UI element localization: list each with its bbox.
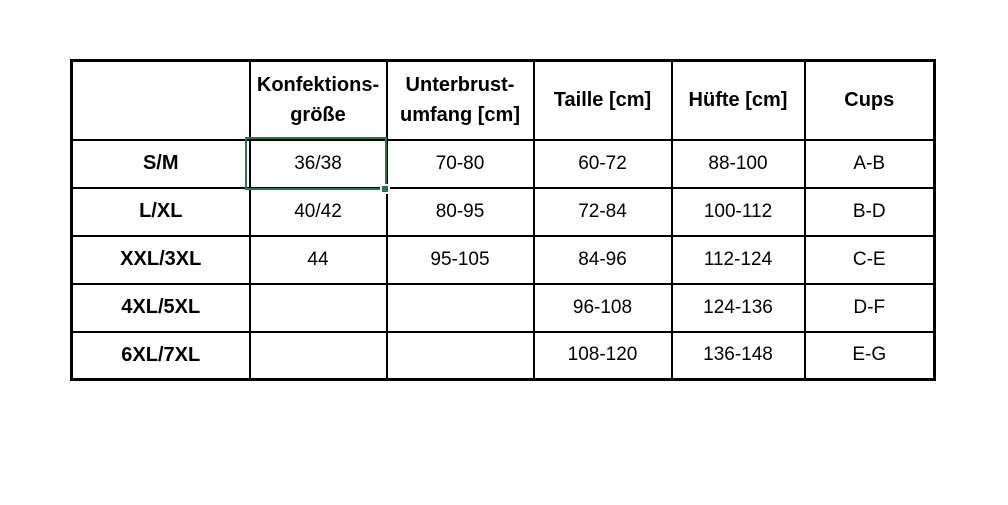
header-cell-blank[interactable]	[72, 61, 250, 140]
header-row	[72, 61, 935, 140]
size-chart-table	[70, 59, 936, 381]
cell-xxl-3xl-unterbrust[interactable]: 95-105	[387, 236, 534, 284]
cell-s-m-konfektionsgroesse[interactable]: 36/38	[250, 140, 387, 188]
row-label-l-xl[interactable]: L/XL	[72, 188, 250, 236]
cell-6xl-7xl-konfektionsgroesse[interactable]	[250, 332, 387, 380]
header-cell-cups[interactable]	[805, 61, 935, 140]
table-row-4xl-5xl	[72, 284, 935, 332]
cell-l-xl-konfektionsgroesse[interactable]: 40/42	[250, 188, 387, 236]
cell-s-m-huefte[interactable]: 88-100	[672, 140, 805, 188]
cell-4xl-5xl-taille[interactable]: 96-108	[534, 284, 672, 332]
row-label-6xl-7xl[interactable]: 6XL/7XL	[72, 332, 250, 380]
header-text-line2: größe	[290, 104, 346, 127]
cell-xxl-3xl-cups[interactable]: C-E	[805, 236, 935, 284]
cell-l-xl-huefte[interactable]: 100-112	[672, 188, 805, 236]
row-label-xxl-3xl[interactable]: XXL/3XL	[72, 236, 250, 284]
cell-xxl-3xl-huefte[interactable]: 112-124	[672, 236, 805, 284]
cell-l-xl-unterbrust[interactable]: 80-95	[387, 188, 534, 236]
cell-xxl-3xl-konfektionsgroesse[interactable]: 44	[250, 236, 387, 284]
cell-xxl-3xl-taille[interactable]: 84-96	[534, 236, 672, 284]
header-text-line1: Taille [cm]	[553, 89, 652, 112]
header-text-line1: Konfektions-	[256, 74, 380, 97]
cell-s-m-unterbrust[interactable]: 70-80	[387, 140, 534, 188]
header-text-line1: Cups	[844, 89, 895, 112]
row-label-4xl-5xl[interactable]: 4XL/5XL	[72, 284, 250, 332]
cell-l-xl-cups[interactable]: B-D	[805, 188, 935, 236]
table-row-xxl-3xl	[72, 236, 935, 284]
cell-l-xl-taille[interactable]: 72-84	[534, 188, 672, 236]
header-cell-konfektionsgroesse[interactable]	[250, 61, 387, 140]
cell-6xl-7xl-unterbrust[interactable]	[387, 332, 534, 380]
cell-6xl-7xl-cups[interactable]: E-G	[805, 332, 935, 380]
header-cell-taille[interactable]	[534, 61, 672, 140]
header-cell-huefte[interactable]	[672, 61, 805, 140]
row-label-s-m[interactable]: S/M	[72, 140, 250, 188]
cell-4xl-5xl-huefte[interactable]: 124-136	[672, 284, 805, 332]
cell-s-m-cups[interactable]: A-B	[805, 140, 935, 188]
header-cell-unterbrustumfang[interactable]	[387, 61, 534, 140]
header-text-line1: Unterbrust-	[405, 74, 515, 97]
table-row-s-m	[72, 140, 935, 188]
cell-s-m-taille[interactable]: 60-72	[534, 140, 672, 188]
header-text-line2: umfang [cm]	[400, 104, 520, 127]
table-row-6xl-7xl	[72, 332, 935, 380]
cell-6xl-7xl-huefte[interactable]: 136-148	[672, 332, 805, 380]
cell-6xl-7xl-taille[interactable]: 108-120	[534, 332, 672, 380]
cell-4xl-5xl-unterbrust[interactable]	[387, 284, 534, 332]
table-row-l-xl	[72, 188, 935, 236]
selection-fill-handle[interactable]	[380, 184, 390, 194]
header-text-line1: Hüfte [cm]	[688, 89, 788, 112]
cell-4xl-5xl-konfektionsgroesse[interactable]	[250, 284, 387, 332]
cell-4xl-5xl-cups[interactable]: D-F	[805, 284, 935, 332]
